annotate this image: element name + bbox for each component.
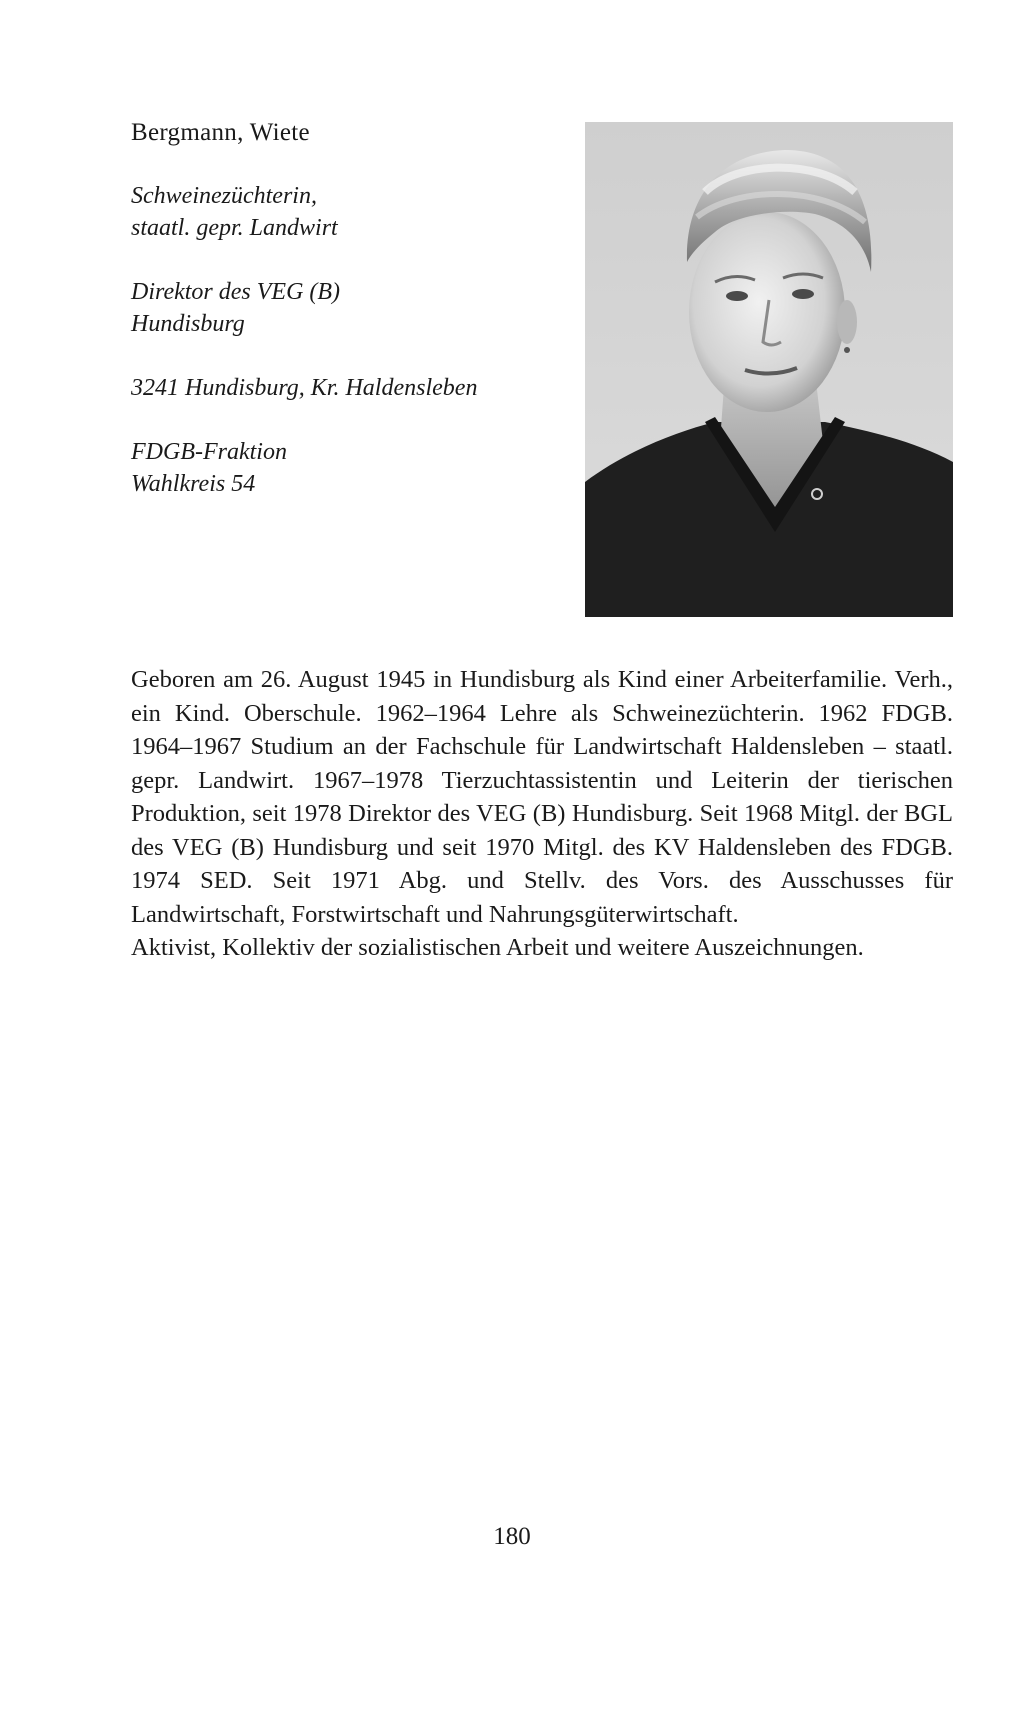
- faction-line: FDGB-Fraktion: [131, 439, 287, 465]
- page-number: 180: [493, 1523, 531, 1550]
- biography: [131, 663, 953, 965]
- portrait-photo: [585, 122, 953, 617]
- person-info: [131, 180, 571, 532]
- constituency-line: Wahlkreis 54: [131, 471, 256, 497]
- awards-paragraph: Aktivist, Kollektiv der sozialistischen Arbeit und weitere Auszeichnungen.: [131, 934, 864, 961]
- position-place-line: Hundisburg: [131, 311, 245, 337]
- faction-block: [131, 436, 571, 500]
- biography-paragraph: Geboren am 26. August 1945 in Hundisburg als Kind einer Arbeiterfamilie. Verh., ein Kind. Oberschule. 1962–1964 Lehre als Schweinezüchterin. 1962 FDGB. 1964–1967 Studium an der Fachschule für Landwirtschaft Haldensleben – staatl. gepr. Landwirt. 1967–1978 Tierzuchtassistentin und Leiterin der tierischen Produktion, seit 1978 Direktor des VEG (B) Hundisburg. Seit 1968 Mitgl. der BGL des VEG (B) Hundisburg und seit 1970 Mitgl. des KV Haldensleben des FDGB. 1974 SED. Seit 1971 Abg. und Stellv. des Vors. des Ausschusses für Landwirtschaft, Forstwirtschaft und Nahrungsgüterwirtschaft.: [131, 666, 953, 928]
- person-name: Bergmann, Wiete: [131, 119, 310, 146]
- address-line: 3241 Hundisburg, Kr. Haldensleben: [131, 375, 478, 401]
- address-block: [131, 372, 571, 404]
- occupation-line: Schweinezüchterin,: [131, 183, 317, 209]
- occupation-block: [131, 180, 571, 244]
- position-line: Direktor des VEG (B): [131, 279, 341, 305]
- portrait-photo-icon: [585, 122, 953, 617]
- position-block: [131, 276, 571, 340]
- qualification-line: staatl. gepr. Landwirt: [131, 215, 338, 241]
